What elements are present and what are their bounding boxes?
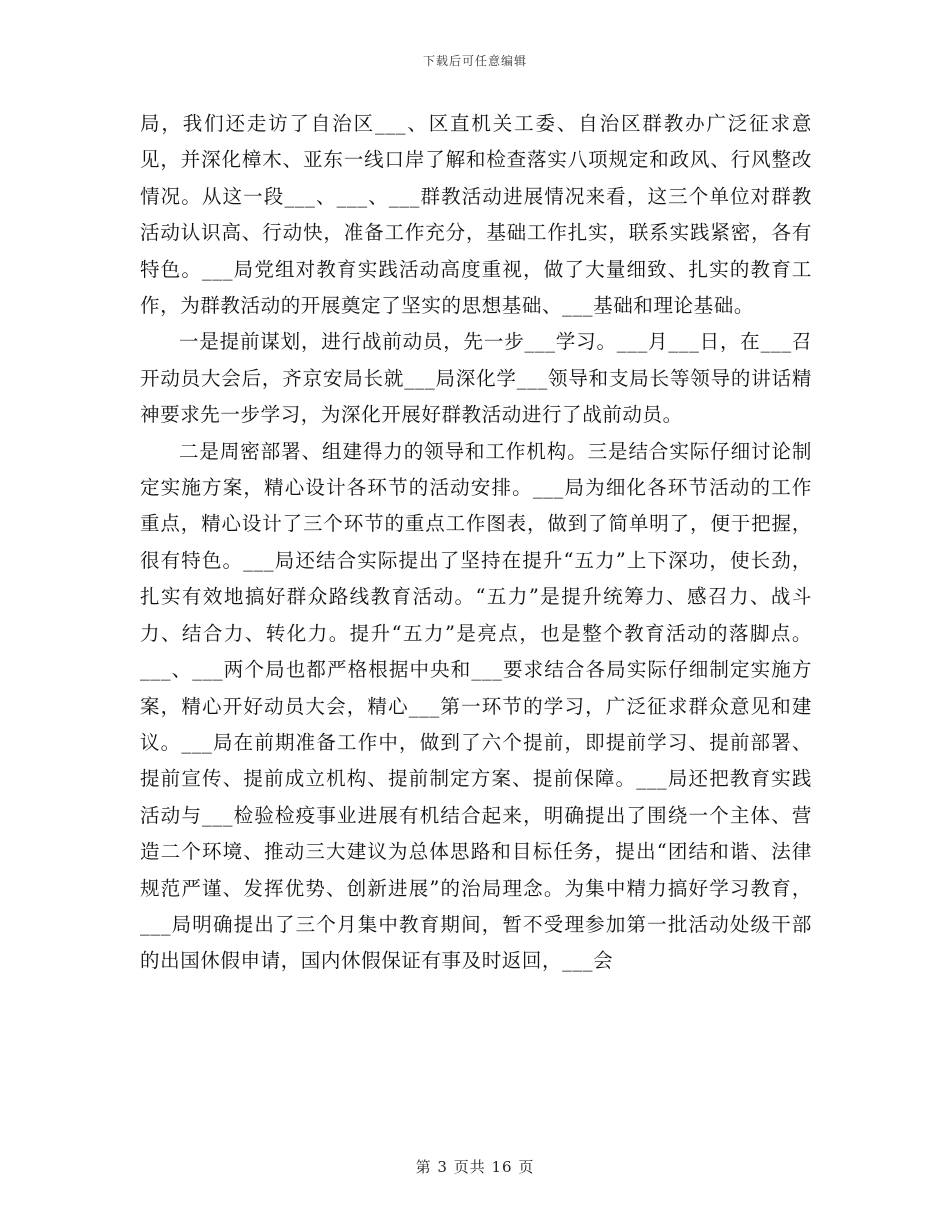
page-footer: 第 3 页共 16 页 [415,1158,535,1176]
document-body [140,106,812,980]
paragraph-2: 一是提前谋划，进行战前动员，先一步___学习。___月___日，在___召开动员大会后，齐京安局长就___局深化学___领导和支局长等领导的讲话精神要求先一步学习，为深化开展好群教活动进行了战前动员。 [140,330,812,427]
page-header: 下载后可任意编辑 [422,54,527,68]
paragraph-1: 局，我们还走访了自治区___、区直机关工委、自治区群教办广泛征求意见，并深化樟木、亚东一线口岸了解和检查落实八项规定和政风、行风整改情况。从这一段___、___、___群教活动进展情况来看，这三个单位对群教活动认识高、行动快，准备工作充分，基础工作扎实，联系实践紧密，各有特色。___局党组对教育实践活动高度重视，做了大量细致、扎实的教育工作，为群教活动的开展奠定了坚实的思想基础、___基础和理论基础。 [140,112,812,318]
paragraph-3: 二是周密部署、组建得力的领导和工作机构。三是结合实际仔细讨论制定实施方案，精心设计各环节的活动安排。___局为细化各环节活动的工作重点，精心设计了三个环节的重点工作图表，做到了简单明了，便于把握，很有特色。___局还结合实际提出了坚持在提升“五力”上下深功，使长劲，扎实有效地搞好群众路线教育活动。“五力”是提升统筹力、感召力、战斗力、结合力、转化力。提升“五力”是亮点，也是整个教育活动的落脚点。___、___两个局也都严格根据中央和___要求结合各局实际仔细制定实施方案，精心开好动员大会，精心___第一环节的学习，广泛征求群众意见和建议。___局在前期准备工作中，做到了六个提前，即提前学习、提前部署、提前宣传、提前成立机构、提前制定方案、提前保障。___局还把教育实践活动与___检验检疫事业进展有机结合起来，明确提出了围绕一个主体、营造二个环境、推动三大建议为总体思路和目标任务，提出“团结和谐、法律规范严谨、发挥优势、创新进展”的治局理念。为集中精力搞好学习教育，___局明确提出了三个月集中教育期间，暂不受理参加第一批活动处级干部的出国休假申请，国内休假保证有事及时返回，___会 [140,439,812,973]
